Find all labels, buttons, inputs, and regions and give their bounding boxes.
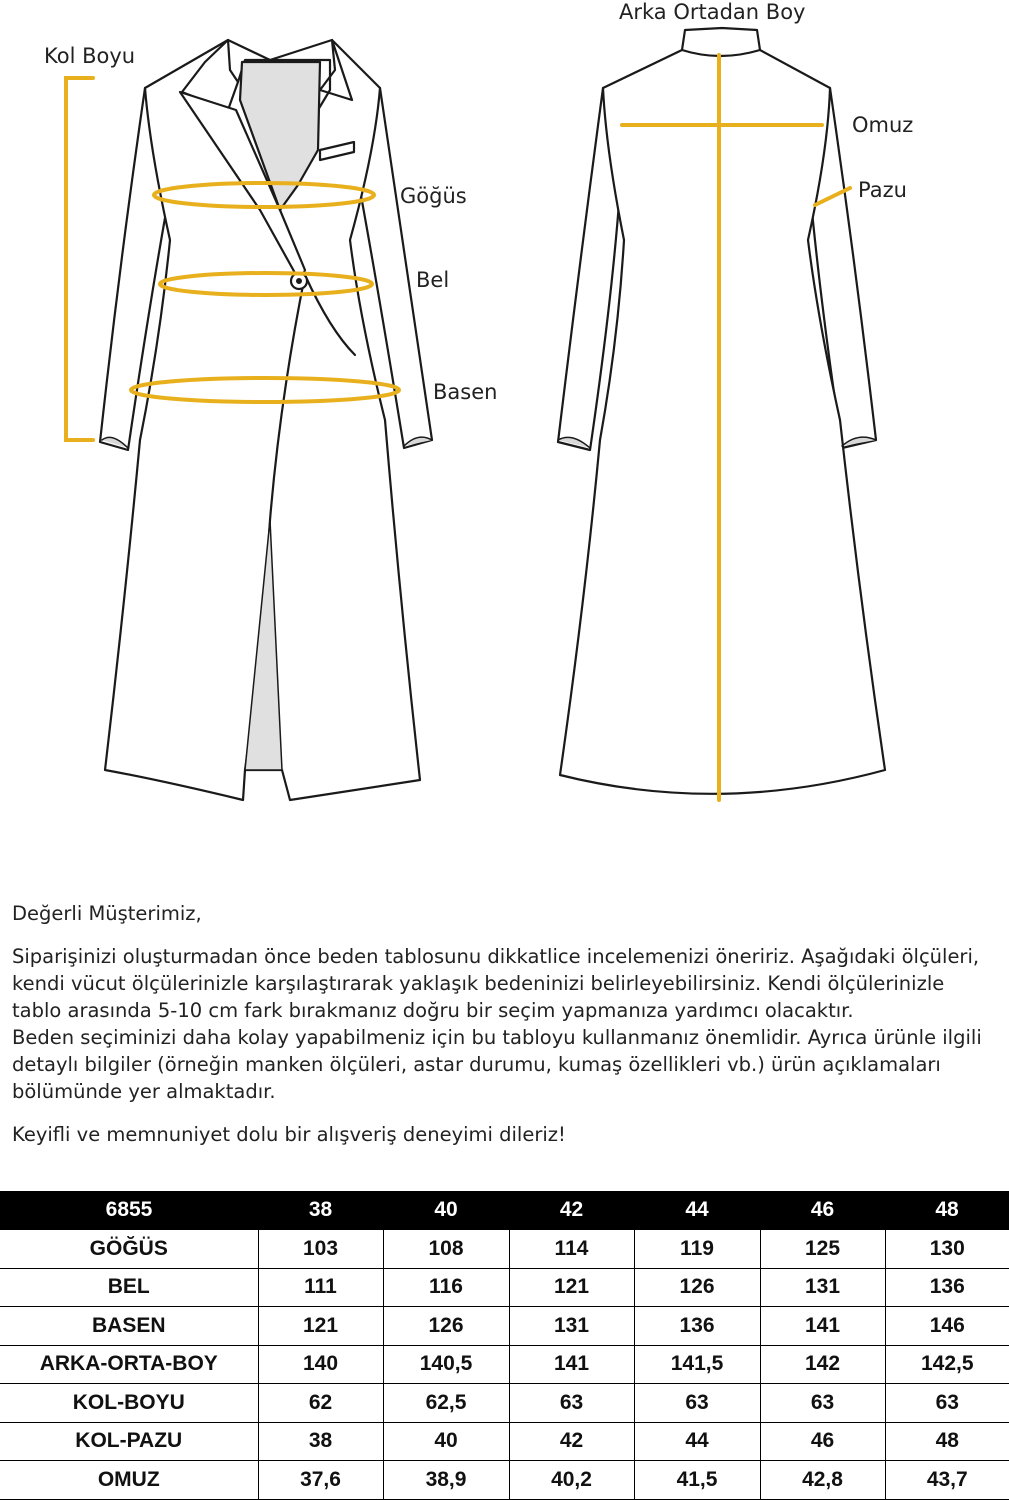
table-cell: 119: [634, 1230, 760, 1269]
row-label: OMUZ: [0, 1461, 258, 1500]
table-cell: 42,8: [760, 1461, 885, 1500]
size-column-header: 42: [509, 1191, 634, 1230]
table-cell: 141: [509, 1345, 634, 1384]
table-row: [0, 1307, 1009, 1346]
row-label: BEL: [0, 1268, 258, 1307]
size-table-header: [0, 1191, 1009, 1230]
sleeve-length-line: [66, 78, 93, 440]
table-cell: 131: [760, 1268, 885, 1307]
closing-text: Keyifli ve memnuniyet dolu bir alışveriş deneyimi dileriz!: [12, 1123, 566, 1146]
size-column-header: 38: [258, 1191, 383, 1230]
table-cell: 63: [509, 1384, 634, 1423]
table-cell: 140,5: [383, 1345, 509, 1384]
table-row: [0, 1422, 1009, 1461]
table-cell: 63: [634, 1384, 760, 1423]
table-cell: 62,5: [383, 1384, 509, 1423]
table-cell: 108: [383, 1230, 509, 1269]
table-cell: 38: [258, 1422, 383, 1461]
table-cell: 136: [634, 1307, 760, 1346]
table-cell: 142,5: [885, 1345, 1009, 1384]
table-cell: 121: [509, 1268, 634, 1307]
table-cell: 131: [509, 1307, 634, 1346]
table-cell: 130: [885, 1230, 1009, 1269]
table-row: [0, 1345, 1009, 1384]
size-table: [0, 1191, 1009, 1500]
size-column-header: 46: [760, 1191, 885, 1230]
table-cell: 141,5: [634, 1345, 760, 1384]
table-cell: 142: [760, 1345, 885, 1384]
label-arka-ortadan-boy: Arka Ortadan Boy: [619, 0, 806, 24]
row-label: KOL-PAZU: [0, 1422, 258, 1461]
label-basen: Basen: [433, 380, 498, 404]
table-cell: 141: [760, 1307, 885, 1346]
table-row: [0, 1268, 1009, 1307]
table-cell: 116: [383, 1268, 509, 1307]
table-cell: 38,9: [383, 1461, 509, 1500]
table-row: [0, 1461, 1009, 1500]
table-cell: 63: [885, 1384, 1009, 1423]
size-column-header: 40: [383, 1191, 509, 1230]
table-row: [0, 1230, 1009, 1269]
table-cell: 63: [760, 1384, 885, 1423]
intro-text: [12, 900, 997, 1148]
label-kol-boyu: Kol Boyu: [44, 44, 136, 68]
label-bel: Bel: [416, 268, 450, 292]
table-cell: 48: [885, 1422, 1009, 1461]
table-cell: 40: [383, 1422, 509, 1461]
table-cell: 46: [760, 1422, 885, 1461]
table-cell: 62: [258, 1384, 383, 1423]
table-cell: 125: [760, 1230, 885, 1269]
label-omuz: Omuz: [852, 113, 914, 137]
table-cell: 126: [383, 1307, 509, 1346]
table-cell: 40,2: [509, 1461, 634, 1500]
table-cell: 114: [509, 1230, 634, 1269]
row-label: KOL-BOYU: [0, 1384, 258, 1423]
table-cell: 111: [258, 1268, 383, 1307]
row-label: BASEN: [0, 1307, 258, 1346]
table-cell: 140: [258, 1345, 383, 1384]
table-cell: 37,6: [258, 1461, 383, 1500]
label-pazu: Pazu: [858, 178, 907, 202]
size-column-header: 48: [885, 1191, 1009, 1230]
greeting: Değerli Müşterimiz,: [12, 902, 202, 925]
table-cell: 136: [885, 1268, 1009, 1307]
row-label: ARKA-ORTA-BOY: [0, 1345, 258, 1384]
table-row: [0, 1384, 1009, 1423]
table-cell: 42: [509, 1422, 634, 1461]
table-cell: 43,7: [885, 1461, 1009, 1500]
intro-paragraph-1: Siparişinizi oluşturmadan önce beden tablosunu dikkatlice incelemenizi öneririz. Aşağıdaki ölçüleri, kendi vücut ölçülerinizle karşılaştırarak yaklaşık bedeninizi belirleyebilirsiniz. Kendi ölçülerinizle tablo arasında 5-10 cm fark bırakmanız doğru bir seçim yapmanıza yardımcı olacaktır.: [12, 945, 980, 1022]
table-cell: 121: [258, 1307, 383, 1346]
table-cell: 41,5: [634, 1461, 760, 1500]
table-cell: 146: [885, 1307, 1009, 1346]
intro-paragraph-2: Beden seçiminizi daha kolay yapabilmeniz için bu tabloyu kullanmanız önemlidir. Ayrıca ürünle ilgili detaylı bilgiler (örneğin manken ölçüleri, astar durumu, kumaş özellikleri vb.) ürün açıklamaları bölümünde yer almaktadır.: [12, 1026, 982, 1103]
table-cell: 103: [258, 1230, 383, 1269]
model-code: 6855: [0, 1191, 258, 1230]
label-gogus: Göğüs: [400, 184, 467, 208]
row-label: GÖĞÜS: [0, 1230, 258, 1269]
table-cell: 126: [634, 1268, 760, 1307]
table-cell: 44: [634, 1422, 760, 1461]
size-column-header: 44: [634, 1191, 760, 1230]
